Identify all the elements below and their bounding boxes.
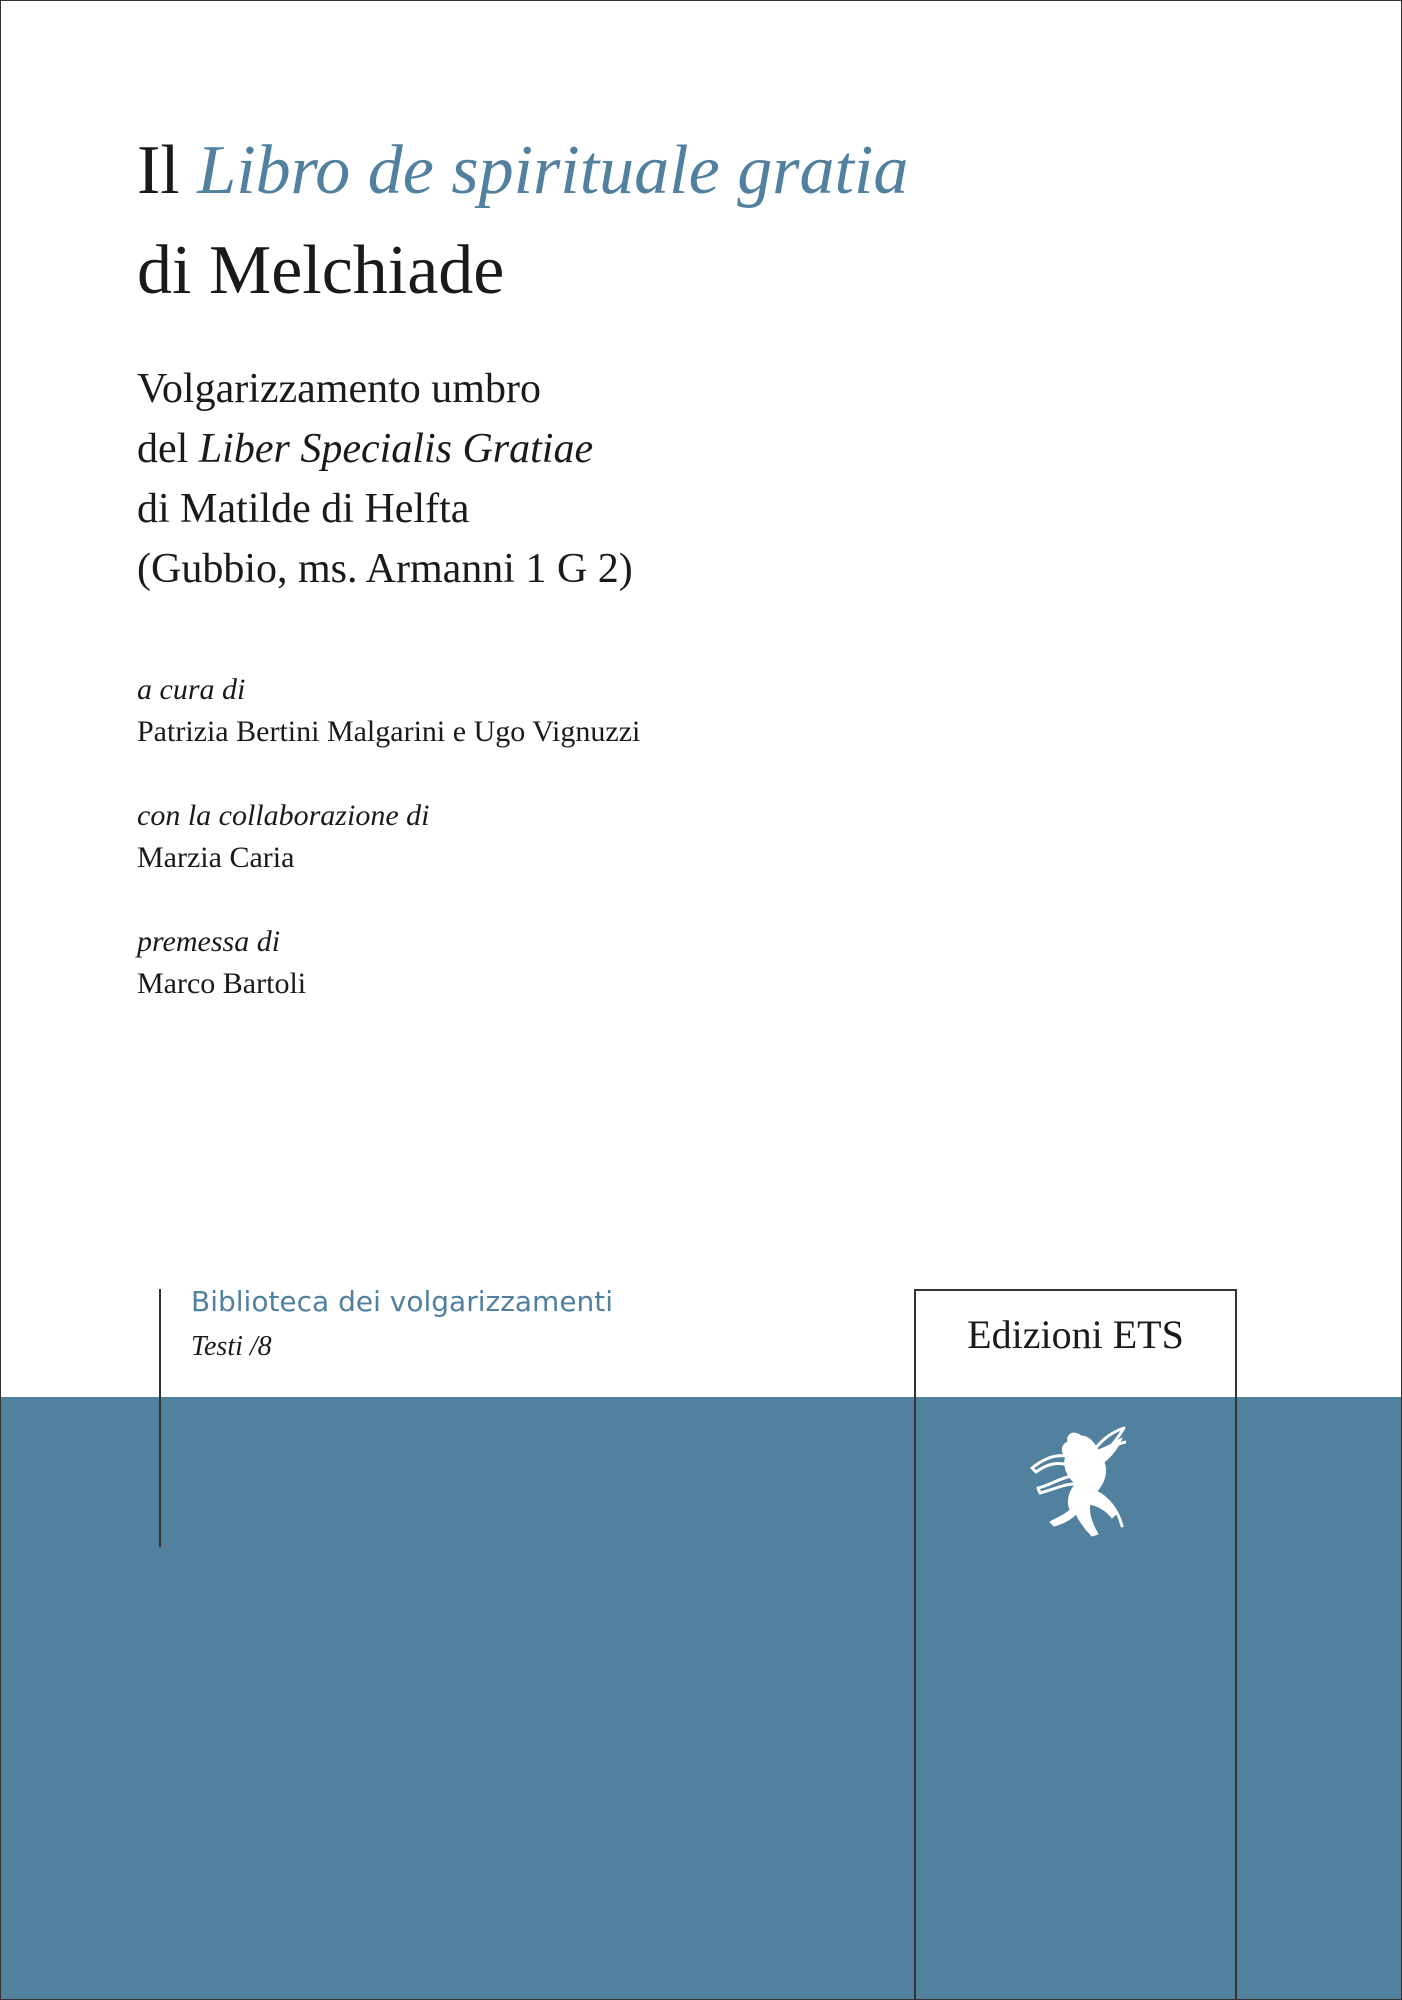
series-name: Biblioteca dei volgarizzamenti: [191, 1285, 614, 1318]
credit-editors: [137, 669, 640, 753]
subtitle-line-2: [137, 419, 633, 479]
title-prefix: Il: [137, 132, 180, 209]
series-divider: [159, 1289, 161, 1547]
subtitle-line-1: Volgarizzamento umbro: [137, 366, 541, 412]
book-subtitle: [137, 359, 633, 599]
publisher-box: [914, 1289, 1237, 1999]
credit-name: Marco Bartoli: [137, 967, 307, 1000]
publisher-name: Edizioni ETS: [967, 1312, 1184, 1357]
credit-foreword: [137, 921, 306, 1005]
subtitle-line-3: di Matilde di Helfta: [137, 486, 470, 532]
subtitle-line-4: (Gubbio, ms. Armanni 1 G 2): [137, 546, 633, 592]
credit-collaborator: [137, 795, 429, 879]
credit-name: Patrizia Bertini Malgarini e Ugo Vignuzzi: [137, 715, 641, 748]
subtitle-line-2-prefix: del: [137, 426, 189, 472]
subtitle-line-2-italic: Liber Specialis Gratiae: [198, 426, 594, 472]
griffin-icon: [1026, 1426, 1126, 1544]
credit-role: a cura di: [137, 673, 246, 706]
credit-role: con la collaborazione di: [137, 799, 430, 832]
credit-name: Marzia Caria: [137, 841, 295, 874]
credit-role: premessa di: [137, 925, 281, 958]
series-number: Testi /8: [191, 1331, 272, 1362]
book-title: [137, 121, 908, 321]
title-line-1: [137, 121, 908, 221]
title-italic: Libro de spirituale gratia: [197, 132, 909, 209]
title-line-2: di Melchiade: [137, 232, 505, 309]
